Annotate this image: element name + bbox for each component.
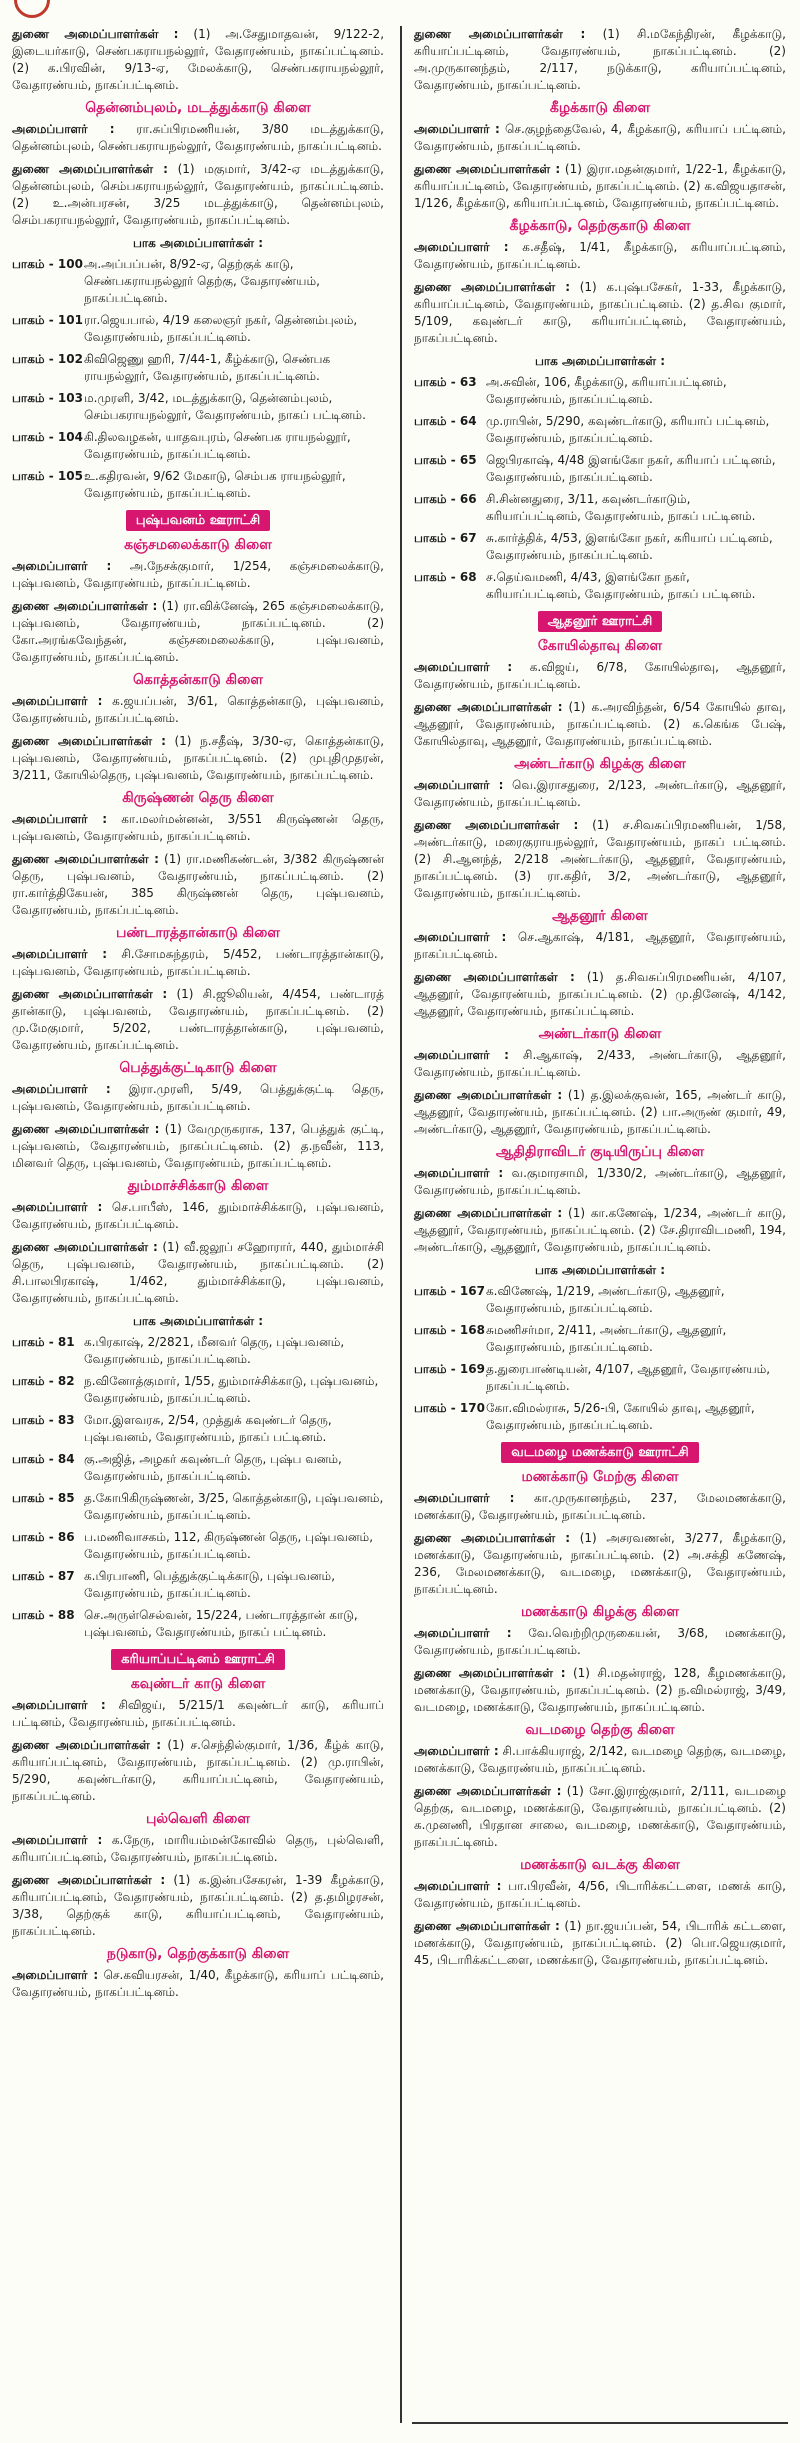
organizer-details: சி.சோமசுந்தரம், 5/452, பண்டாரத்தான்காடு, புஷ்பவனம், வேதாரண்யம், நாகப்பட்டினம். bbox=[12, 947, 384, 978]
organizer-entry bbox=[414, 161, 786, 212]
organizer-entry bbox=[12, 693, 384, 727]
organizer-role-label: துணை அமைப்பாளர்கள் : bbox=[414, 1206, 563, 1220]
branch-heading: அண்டர்காடு கிழக்கு கிளை bbox=[514, 756, 686, 772]
organizer-entry bbox=[12, 733, 384, 784]
left-column bbox=[12, 26, 384, 2007]
booth-organizer: ந.வினோத்குமார், 1/55, தும்மாச்சிக்காடு, புஷ்பவனம், வேதாரண்யம், நாகப்பட்டினம். bbox=[84, 1374, 379, 1405]
organizer-entry bbox=[414, 1047, 786, 1081]
panchayat-heading-label: கரியாப்பட்டினம் ஊராட்சி bbox=[111, 1649, 285, 1670]
booth-entry bbox=[12, 1607, 384, 1641]
organizer-role-label: துணை அமைப்பாளர்கள் : bbox=[12, 599, 158, 613]
booth-organizer: சி.சின்னதுரை, 3/11, கவுண்டர்காடும், கரியாப்பட்டினம், வேதாரண்யம், நாகப் பட்டினம். bbox=[486, 492, 756, 523]
booth-number: பாகம் - 104 bbox=[12, 430, 83, 444]
booth-entry bbox=[12, 390, 384, 424]
organizer-role-label: அமைப்பாளர் : bbox=[414, 1048, 509, 1062]
booth-number: பாகம் - 167 bbox=[414, 1284, 485, 1298]
organizer-role-label: துணை அமைப்பாளர்கள் : bbox=[12, 27, 179, 41]
organizer-role-label: அமைப்பாளர் : bbox=[12, 122, 115, 136]
organizer-role-label: துணை அமைப்பாளர்கள் : bbox=[414, 1919, 560, 1933]
branch-heading: கவுண்டர் காடு கிளை bbox=[130, 1676, 266, 1692]
booth-entry bbox=[414, 491, 786, 525]
booth-entry bbox=[12, 1412, 384, 1446]
booth-entry bbox=[12, 468, 384, 502]
organizer-role-label: துணை அமைப்பாளர்கள் : bbox=[414, 700, 563, 714]
booth-number: பாகம் - 168 bbox=[414, 1323, 485, 1337]
booth-organizer: ம.முரளி, 3/42, மடத்துக்காடு, தென்னம்புலம், செம்பகராயநல்லூர், வேதாரண்யம், நாகப் பட்டினம். bbox=[84, 391, 366, 422]
booth-number: பாகம் - 88 bbox=[12, 1608, 75, 1622]
organizer-role-label: துணை அமைப்பாளர்கள் : bbox=[414, 1531, 571, 1545]
organizer-role-label: அமைப்பாளர் : bbox=[12, 559, 112, 573]
top-circle-mark bbox=[14, 0, 50, 18]
organizer-role-label: அமைப்பாளர் : bbox=[414, 930, 507, 944]
organizer-entry bbox=[414, 1490, 786, 1524]
booth-organizer: சுமணிசர்மா, 2/411, அண்டர்காடு, ஆதனூர், வேதாரண்யம், நாகப்பட்டினம். bbox=[486, 1323, 727, 1354]
booth-entry bbox=[414, 452, 786, 486]
booth-number: பாகம் - 103 bbox=[12, 391, 83, 405]
panchayat-heading-label: ஆதனூர் ஊராட்சி bbox=[538, 611, 663, 632]
booth-number: பாகம் - 63 bbox=[414, 375, 477, 389]
panchayat-heading-label: புஷ்பவனம் ஊராட்சி bbox=[126, 510, 270, 531]
organizer-role-label: அமைப்பாளர் : bbox=[414, 778, 504, 792]
organizer-entry bbox=[12, 1832, 384, 1866]
organizer-entry bbox=[12, 811, 384, 845]
branch-heading: நடுகாடு, தெற்குக்காடு கிளை bbox=[106, 1946, 290, 1962]
panchayat-heading bbox=[12, 1649, 384, 1670]
organizer-role-label: துணை அமைப்பாளர்கள் : bbox=[414, 970, 575, 984]
booth-entry bbox=[12, 1373, 384, 1407]
organizer-role-label: துணை அமைப்பாளர்கள் : bbox=[414, 1784, 562, 1798]
organizer-details: (1) இரா.மதன்குமார், 1/22-1, கீழக்காடு, கரியாப்பட்டினம், வேதாரண்யம், நாகப்பட்டினம். (2) க.விஜயதாசன், 1/126, கீழக்காடு, கரியாப்பட்டினம், வேதாரண்யம், நாகப்பட்டினம். bbox=[414, 162, 786, 210]
organizer-role-label: அமைப்பாளர் : bbox=[414, 1744, 499, 1758]
organizer-details: சி.பாக்கியராஜ், 2/142, வடமழை தெற்கு, வடமழை, மணக்காடு, வேதாரண்யம், நாகப்பட்டினம். bbox=[414, 1744, 786, 1775]
organizer-entry bbox=[12, 598, 384, 666]
organizer-details: (1) ரா.விக்னேஷ், 265 கஞ்சமலைக்காடு, புஷ்பவனம், வேதாரண்யம், நாகப்பட்டினம். (2) கோ.அரங்கவேந்தன், கஞ்சமைலைக்காடு, புஷ்பவனம், வேதாரண்யம், நாகப்பட்டினம். bbox=[12, 599, 384, 664]
right-column bbox=[414, 26, 786, 1975]
organizer-role-label: துணை அமைப்பாளர்கள் : bbox=[12, 734, 166, 748]
organizer-entry bbox=[12, 851, 384, 919]
booth-entry bbox=[414, 374, 786, 408]
booth-organizer: உ.கதிரவன், 9/62 மேகாடு, செம்பக ராயநல்லூர், வேதாரண்யம், நாகப்பட்டினம். bbox=[84, 469, 346, 500]
organizer-role-label: துணை அமைப்பாளர்கள் : bbox=[12, 987, 168, 1001]
organizer-role-label: துணை அமைப்பாளர்கள் : bbox=[12, 162, 168, 176]
organizer-details: அ.நேசக்குமார், 1/254, கஞ்சமலைக்காடு, புஷ்பவனம், வேதாரண்யம், நாகப்பட்டினம். bbox=[12, 559, 384, 590]
organizer-details: (1) சோ.இராஜ்குமார், 2/111, வடமழை தெற்கு, வடமழை, மணக்காடு, வேதாரண்யம், நாகப்பட்டினம். (2) க.முனணி, பிரதான சாலை, வடமழை, மணக்காடு, வேதாரண்யம், நாகப்பட்டினம். bbox=[414, 1784, 786, 1849]
organizer-entry bbox=[414, 1743, 786, 1777]
organizer-details: (1) க.இன்பசேகரன், 1-39 கீழக்காடு, கரியாப்பட்டினம், வேதாரண்யம், நாகப்பட்டினம். (2) த.தமிழரசன், 3/38, தெற்குக் காடு, கரியாப்பட்டினம், வேதாரண்யம், நாகப்பட்டினம். bbox=[12, 1873, 385, 1938]
organizer-entry bbox=[414, 1625, 786, 1659]
organizer-entry bbox=[414, 26, 786, 94]
booth-number: பாகம் - 64 bbox=[414, 414, 477, 428]
organizer-entry bbox=[414, 929, 786, 963]
organizer-entry bbox=[414, 1087, 786, 1138]
organizer-role-label: துணை அமைப்பாளர்கள் : bbox=[12, 1873, 166, 1887]
booth-organizer: ஜெபிரகாஷ், 4/48 இளங்கோ நகர், கரியாப் பட்டினம், வேதாரண்யம், நாகப்பட்டினம். bbox=[486, 453, 776, 484]
organizer-entry bbox=[414, 239, 786, 273]
booth-section-heading: பாக அமைப்பாளர்கள் : bbox=[132, 236, 264, 250]
organizer-entry bbox=[12, 946, 384, 980]
organizer-details: (1) நா.ஜயப்பன், 54, பிடாரிக் கட்டளை, மணக்காடு, வேதாரண்யம், நாகப்பட்டினம். (2) பொ.ஜெயகுமார், 45, பிடாரிக்கட்டளை, மணக்காடு, வேதாரண்யம், நாகப்பட்டினம். bbox=[414, 1919, 787, 1967]
organizer-details: (1) சி.மதன்ராஜ், 128, கீழமணக்காடு, மணக்காடு, வேதாரண்யம், நாகப்பட்டினம். (2) ந.விமல்ராஜ், 3/49, வடமழை, மணக்காடு, வேதாரண்யம், நாகப்பட்டினம். bbox=[414, 1666, 786, 1714]
booth-organizer: ப.மணிவாசகம், 112, கிருஷ்ணன் தெரு, புஷ்பவனம், வேதாரண்யம், நாகப்பட்டினம். bbox=[84, 1530, 374, 1561]
booth-organizer: ச.தெய்வமணி, 4/43, இளங்கோ நகர், கரியாப்பட்டினம், வேதாரண்யம், நாகப் பட்டினம். bbox=[486, 570, 756, 601]
organizer-details: வெ.இராசதுரை, 2/123, அண்டர்காடு, ஆதனூர், வேதாரண்யம், நாகப்பட்டினம். bbox=[414, 778, 786, 809]
organizer-entry bbox=[12, 1199, 384, 1233]
booth-number: பாகம் - 101 bbox=[12, 313, 83, 327]
booth-number: பாகம் - 100 bbox=[12, 257, 83, 271]
column-divider bbox=[400, 26, 402, 2423]
branch-heading: பெத்துக்குட்டிகாடு கிளை bbox=[119, 1060, 277, 1076]
organizer-details: கா.முருகானந்தம், 237, மேலமணக்காடு, மணக்காடு, வேதாரண்யம், நாகப்பட்டினம். bbox=[414, 1491, 786, 1522]
organizer-details: செ.குழந்தைவேல், 4, கீழக்காடு, கரியாப் பட்டினம், வேதாரண்யம், நாகப்பட்டினம். bbox=[414, 122, 786, 153]
organizer-entry bbox=[12, 558, 384, 592]
booth-number: பாகம் - 81 bbox=[12, 1335, 75, 1349]
organizer-details: (1) மகுமார், 3/42-ஏ மடத்துக்காடு, தென்னம்புலம், செம்பகராயநல்லூர், வேதாரண்யம், நாகப்பட்டினம். (2) உ.அன்பரசன், 3/25 மடத்துக்காடு, தென்னம்புலம், செம்பகராயநல்லூர், வேதாரண்யம், நாகப்பட்டினம். bbox=[12, 162, 384, 227]
booth-entry bbox=[12, 312, 384, 346]
organizer-entry bbox=[414, 279, 786, 347]
organizer-role-label: துணை அமைப்பாளர்கள் : bbox=[12, 852, 159, 866]
booth-number: பாகம் - 68 bbox=[414, 570, 477, 584]
booth-organizer: க.பிரகாஷ், 2/2821, மீனவர் தெரு, புஷ்பவனம், வேதாரண்யம், நாகப்பட்டினம். bbox=[84, 1335, 345, 1366]
branch-heading: ஆதிதிராவிடர் குடியிருப்பு கிளை bbox=[495, 1144, 705, 1160]
organizer-role-label: அமைப்பாளர் : bbox=[12, 947, 108, 961]
organizer-details: (1) க.புஷ்பசேகர், 1-33, கீழக்காடு, கரியாப்பட்டினம், வேதாரண்யம், நாகப்பட்டினம். (2) த.சிவ குமார், 5/109, கவுண்டர் காடு, கரியாப்பட்டினம், வேதாரண்யம், நாகப்பட்டினம். bbox=[414, 280, 786, 345]
organizer-entry bbox=[414, 969, 786, 1020]
branch-heading: மணக்காடு மேற்கு கிளை bbox=[521, 1469, 679, 1485]
booth-organizer: க.விணேஷ், 1/219, அண்டர்காடு, ஆதனூர், வேதாரண்யம், நாகப்பட்டினம். bbox=[486, 1284, 725, 1315]
organizer-role-label: அமைப்பாளர் : bbox=[12, 1833, 103, 1847]
organizer-details: (1) ச.செந்தில்குமார், 1/36, கீழ்க் காடு, கரியாப்பட்டினம், வேதாரண்யம், நாகப்பட்டினம். (2) மு.ராபின், 5/290, கவுண்டர்காடு, கரியாப்பட்டினம், வேதாரண்யம், நாகப்பட்டினம். bbox=[12, 1738, 384, 1803]
booth-entry bbox=[12, 1529, 384, 1563]
organizer-entry bbox=[414, 817, 786, 902]
branch-heading: மணக்காடு கிழக்கு கிளை bbox=[521, 1604, 679, 1620]
organizer-details: சி.ஆகாஷ், 2/433, அண்டர்காடு, ஆதனூர், வேதாரண்யம், நாகப்பட்டினம். bbox=[414, 1048, 786, 1079]
booth-organizer: சு.கார்த்திக், 4/53, இளங்கோ நகர், கரியாப் பட்டினம், வேதாரண்யம், நாகப்பட்டினம். bbox=[486, 531, 773, 562]
organizer-entry bbox=[12, 1697, 384, 1731]
branch-heading: கஞ்சமலைக்காடு கிளை bbox=[124, 537, 272, 553]
organizer-entry bbox=[414, 1165, 786, 1199]
organizer-details: ரா.சுப்பிரமணியன், 3/80 மடத்துக்காடு, தென்னம்புலம், செண்பகராயநல்லூர், வேதாரண்யம், நாகப்பட்டினம். bbox=[12, 122, 384, 153]
branch-heading: ஆதனூர் கிளை bbox=[552, 908, 648, 924]
booth-organizer: மோ.இளவரசு, 2/54, முத்துக் கவுண்டர் தெரு, புஷ்பவனம், வேதாரண்யம், நாகப் பட்டினம். bbox=[84, 1413, 332, 1444]
booth-entry bbox=[12, 429, 384, 463]
organizer-details: க.ஜயப்பன், 3/61, கொத்தன்காடு, புஷ்பவனம், வேதாரண்யம், நாகப்பட்டினம். bbox=[12, 694, 384, 725]
organizer-role-label: துணை அமைப்பாளர்கள் : bbox=[414, 1088, 563, 1102]
organizer-role-label: அமைப்பாளர் : bbox=[12, 1082, 111, 1096]
organizer-entry bbox=[414, 1783, 786, 1851]
organizer-role-label: அமைப்பாளர் : bbox=[12, 1698, 106, 1712]
organizer-role-label: அமைப்பாளர் : bbox=[414, 122, 500, 136]
booth-number: பாகம் - 86 bbox=[12, 1530, 75, 1544]
branch-heading: அண்டர்காடு கிளை bbox=[538, 1026, 662, 1042]
organizer-details: (1) கா.கணேஷ், 1/234, அண்டர் காடு, ஆதனூர், வேதாரண்யம், நாகப்பட்டினம். (2) சே.திராவிடமணி, 194, அண்டர்காடு, ஆதனூர், வேதாரண்யம், நாகப்பட்டினம். bbox=[414, 1206, 786, 1254]
organizer-details: (1) சி.ஜூலியன், 4/454, பண்டாரத் தான்காடு, புஷ்பவனம், வேதாரண்யம், நாகப்பட்டினம். (2) மு.மேகுமார், 5/202, பண்டாரத்தான்காடு, புஷ்பவனம், வேதாரண்யம், நாகப்பட்டினம். bbox=[12, 987, 384, 1052]
organizer-role-label: அமைப்பாளர் : bbox=[414, 660, 513, 674]
booth-organizer: ரா.ஜெயபால், 4/19 கலைஞர் நகர், தென்னம்புலம், வேதாரண்யம், நாகப்பட்டினம். bbox=[84, 313, 358, 344]
organizer-role-label: துணை அமைப்பாளர்கள் : bbox=[414, 162, 561, 176]
branch-heading: தும்மாச்சிக்காடு கிளை bbox=[127, 1178, 269, 1194]
organizer-role-label: துணை அமைப்பாளர்கள் : bbox=[414, 1666, 566, 1680]
organizer-details: செ.பாபீஸ், 146, தும்மாச்சிக்காடு, புஷ்பவனம், வேதாரண்யம், நாகப்பட்டினம். bbox=[12, 1200, 384, 1231]
organizer-entry bbox=[414, 1665, 786, 1716]
organizer-entry bbox=[414, 1530, 786, 1598]
booth-organizer: த.கோபிகிருஷ்ணன், 3/25, கொத்தன்காடு, புஷ்பவனம், வேதாரண்யம், நாகப்பட்டினம். bbox=[84, 1491, 384, 1522]
organizer-details: க.நேரு, மாரியம்மன்கோவில் தெரு, புல்வெளி, கரியாப்பட்டினம், வேதாரண்யம், நாகப்பட்டினம். bbox=[12, 1833, 384, 1864]
organizer-entry bbox=[12, 1737, 384, 1805]
organizer-details: (1) ரா.மணிகண்டன், 3/382 கிருஷ்ணன் தெரு, புஷ்பவனம், வேதாரண்யம், நாகப்பட்டினம். (2) ரா.கார்த்திகேயன், 385 கிருஷ்ணன் தெரு, புஷ்பவனம், வேதாரண்யம், நாகப்பட்டினம். bbox=[12, 852, 384, 917]
organizer-role-label: துணை அமைப்பாளர்கள் : bbox=[414, 280, 571, 294]
organizer-details: (1) ச.சிவசுப்பிரமணியன், 1/58, அண்டர்காடு, மரைகுராயநல்லூர், வேதாரண்யம், நாகப் பட்டினம். (2) சி.ஆனந்த், 2/218 அண்டர்காடு, ஆதனூர், வேதாரண்யம், நாகப்பட்டினம். (3) ரா.கதிர், 3/2, அண்டர்காடு, ஆதனூர், வேதாரண்யம், நாகப்பட்டினம். bbox=[414, 818, 786, 900]
booth-number: பாகம் - 83 bbox=[12, 1413, 75, 1427]
organizer-role-label: துணை அமைப்பாளர்கள் : bbox=[12, 1738, 162, 1752]
organizer-role-label: அமைப்பாளர் : bbox=[12, 1968, 99, 1982]
booth-organizer: த.துரைபாண்டியன், 4/107, ஆதனூர், வேதாரண்யம், நாகப்பட்டினம். bbox=[486, 1362, 771, 1393]
organizer-role-label: துணை அமைப்பாளர்கள் : bbox=[12, 1122, 160, 1136]
organizer-details: செ.ஆகாஷ், 4/181, ஆதனூர், வேதாரண்யம், நாகப்பட்டினம். bbox=[414, 930, 786, 961]
booth-organizer: கோ.விமல்ராசு, 5/26-பி, கோயில் தாவு, ஆதனூர், வேதாரண்யம், நாகப்பட்டினம். bbox=[486, 1401, 755, 1432]
booth-entry bbox=[12, 1334, 384, 1368]
organizer-role-label: துணை அமைப்பாளர்கள் : bbox=[414, 818, 579, 832]
branch-heading: கோயில்தாவு கிளை bbox=[537, 638, 663, 654]
organizer-entry bbox=[12, 1081, 384, 1115]
booth-entry bbox=[12, 1490, 384, 1524]
booth-number: பாகம் - 84 bbox=[12, 1452, 75, 1466]
branch-heading: கீழக்காடு, தெற்குகாடு கிளை bbox=[509, 218, 691, 234]
organizer-role-label: அமைப்பாளர் : bbox=[414, 1626, 512, 1640]
organizer-details: சிவிஜய், 5/215/1 கவுண்டர் காடு, கரியாப் பட்டினம், வேதாரண்யம், நாகப்பட்டினம். bbox=[12, 1698, 384, 1729]
organizer-details: (1) வீ.ஜலூப் சஹோரார், 440, தும்மாச்சி தெரு, புஷ்பவனம், வேதாரண்யம், நாகப்பட்டினம். (2) சி.பாலபிரகாஷ், 1/462, தும்மாச்சிக்காடு, புஷ்பவனம், வேதாரண்யம், நாகப்பட்டினம். bbox=[12, 1240, 384, 1305]
organizer-role-label: அமைப்பாளர் : bbox=[414, 1879, 502, 1893]
organizer-role-label: துணை அமைப்பாளர்கள் : bbox=[414, 27, 586, 41]
booth-entry bbox=[414, 1322, 786, 1356]
organizer-entry bbox=[414, 1878, 786, 1912]
booth-section-heading: பாக அமைப்பாளர்கள் : bbox=[534, 1263, 666, 1277]
booth-entry bbox=[414, 1400, 786, 1434]
booth-entry bbox=[414, 1361, 786, 1395]
booth-number: பாகம் - 82 bbox=[12, 1374, 75, 1388]
organizer-details: வ.குமாரசாமி, 1/330/2, அண்டர்காடு, ஆதனூர், வேதாரண்யம், நாகப்பட்டினம். bbox=[414, 1166, 786, 1197]
organizer-entry bbox=[414, 1918, 786, 1969]
organizer-details: (1) அசரவணன், 3/277, கீழக்காடு, மணக்காடு, வேதாரண்யம், நாகப்பட்டினம். (2) அ.சக்தி கணேஷ், 236, மேலமணக்காடு, வடமழை, மணக்காடு, வேதாரண்யம், நாகப்பட்டினம். bbox=[414, 1531, 787, 1596]
organizer-role-label: அமைப்பாளர் : bbox=[12, 812, 107, 826]
organizer-entry bbox=[12, 1872, 384, 1940]
panchayat-heading-label: வடமழை மணக்காடு ஊராட்சி bbox=[501, 1442, 699, 1463]
booth-entry bbox=[414, 569, 786, 603]
booth-section-heading: பாக அமைப்பாளர்கள் : bbox=[534, 354, 666, 368]
panchayat-heading bbox=[414, 611, 786, 632]
branch-heading: கொத்தன்காடு கிளை bbox=[133, 672, 263, 688]
organizer-details: (1) சி.மகேந்திரன், கீழக்காடு, கரியாப்பட்டினம், வேதாரண்யம், நாகப்பட்டினம். (2) அ.முருகானந்தம், 2/117, நடுக்காடு, கரியாப்பட்டினம், வேதாரண்யம், நாகப்பட்டினம். bbox=[414, 27, 787, 92]
booth-entry bbox=[414, 413, 786, 447]
bottom-rule bbox=[412, 2422, 788, 2424]
booth-number: பாகம் - 102 bbox=[12, 352, 83, 366]
booth-section-heading: பாக அமைப்பாளர்கள் : bbox=[132, 1314, 264, 1328]
panchayat-heading bbox=[12, 510, 384, 531]
organizer-entry bbox=[12, 121, 384, 155]
organizer-role-label: துணை அமைப்பாளர்கள் : bbox=[12, 1240, 158, 1254]
booth-number: பாகம் - 105 bbox=[12, 469, 83, 483]
organizer-role-label: அமைப்பாளர் : bbox=[414, 1491, 515, 1505]
organizer-details: செ.கவியரசன், 1/40, கீழக்காடு, கரியாப் பட்டினம், வேதாரண்யம், நாகப்பட்டினம். bbox=[12, 1968, 384, 1999]
booth-entry bbox=[414, 530, 786, 564]
organizer-entry bbox=[414, 699, 786, 750]
organizer-details: இரா.முரளி, 5/49, பெத்துக்குட்டி தெரு, புஷ்பவனம், வேதாரண்யம், நாகப்பட்டினம். bbox=[12, 1082, 384, 1113]
organizer-details: பா.பிரவீன், 4/56, பிடாரிக்கட்டளை, மணக் காடு, வேதாரண்யம், நாகப்பட்டினம். bbox=[414, 1879, 786, 1910]
booth-number: பாகம் - 87 bbox=[12, 1569, 75, 1583]
panchayat-heading bbox=[414, 1442, 786, 1463]
organizer-role-label: அமைப்பாளர் : bbox=[414, 1166, 504, 1180]
branch-heading: பண்டாரத்தான்காடு கிளை bbox=[115, 925, 281, 941]
organizer-details: வே.வெற்றிமுருகையன், 3/68, மணக்காடு, வேதாரண்யம், நாகப்பட்டினம். bbox=[414, 1626, 786, 1657]
organizer-details: க.விஜய், 6/78, கோயில்தாவு, ஆதனூர், வேதாரண்யம், நாகப்பட்டினம். bbox=[414, 660, 786, 691]
organizer-details: கா.மலர்மன்னன், 3/551 கிருஷ்ணன் தெரு, புஷ்பவனம், வேதாரண்யம், நாகப்பட்டினம். bbox=[12, 812, 384, 843]
booth-entry bbox=[12, 351, 384, 385]
booth-number: பாகம் - 66 bbox=[414, 492, 477, 506]
organizer-entry bbox=[414, 659, 786, 693]
organizer-details: க.சதீஷ், 1/41, கீழக்காடு, கரியாப்பட்டினம், வேதாரண்யம், நாகப்பட்டினம். bbox=[414, 240, 786, 271]
organizer-details: (1) வேமுருகராசு, 137, பெத்துக் குட்டி, புஷ்பவனம், வேதாரண்யம், நாகப்பட்டினம். (2) த.நவீன், 113, மினவர் தெரு, புஷ்பவனம், வேதாரண்யம், நாகப்பட்டினம். bbox=[12, 1122, 385, 1170]
booth-entry bbox=[12, 1568, 384, 1602]
booth-organizer: கி.திலவழகன், யாதவபுரம், செண்பக ராயநல்லூர், வேதாரண்யம், நாகப்பட்டினம். bbox=[84, 430, 351, 461]
organizer-entry bbox=[12, 161, 384, 229]
organizer-entry bbox=[12, 1121, 384, 1172]
organizer-entry bbox=[414, 1205, 786, 1256]
organizer-entry bbox=[414, 121, 786, 155]
organizer-details: (1) ந.சதீஷ், 3/30-ஏ, கொத்தன்காடு, புஷ்பவனம், வேதாரண்யம், நாகப்பட்டினம். (2) முபுதிமுதரன், 3/211, கோயில்தெரு, புஷ்பவனம், வேதாரண்யம், நாகப்பட்டினம். bbox=[12, 734, 385, 782]
booth-number: பாகம் - 67 bbox=[414, 531, 477, 545]
organizer-entry bbox=[12, 986, 384, 1054]
branch-heading: வடமழை தெற்கு கிளை bbox=[525, 1722, 675, 1738]
booth-number: பாகம் - 65 bbox=[414, 453, 477, 467]
booth-entry bbox=[12, 1451, 384, 1485]
booth-organizer: மு.ராபின், 5/290, கவுண்டர்காடு, கரியாப் பட்டினம், வேதாரண்யம், நாகப்பட்டினம். bbox=[486, 414, 770, 445]
booth-organizer: அ.சுவின், 106, கீழக்காடு, கரியாப்பட்டினம், வேதாரண்யம், நாகப்பட்டினம். bbox=[486, 375, 727, 406]
organizer-details: (1) த.சிவசுப்பிரமணியன், 4/107, ஆதனூர், வேதாரண்யம், நாகப்பட்டினம். (2) மு.தினேஷ், 4/142, ஆதனூர், வேதாரண்யம், நாகப்பட்டினம். bbox=[414, 970, 787, 1018]
organizer-role-label: அமைப்பாளர் : bbox=[414, 240, 509, 254]
branch-heading: கிருஷ்ணன் தெரு கிளை bbox=[122, 790, 274, 806]
organizer-entry bbox=[12, 26, 384, 94]
booth-entry bbox=[414, 1283, 786, 1317]
organizer-role-label: அமைப்பாளர் : bbox=[12, 1200, 103, 1214]
booth-entry bbox=[12, 256, 384, 307]
organizer-details: (1) த.இலக்குவன், 165, அண்டர் காடு, ஆதனூர், வேதாரண்யம், நாகப்பட்டினம். (2) பா.அருண் குமார், 49, அண்டர்காடு, ஆதனூர், வேதாரண்யம், நாகப்பட்டினம். bbox=[414, 1088, 787, 1136]
booth-organizer: கிவிஜெணு ஹரி, 7/44-1, கீழ்க்காடு, செண்பக ராயநல்லூர், வேதாரண்யம், நாகப்பட்டினம். bbox=[84, 352, 331, 383]
booth-number: பாகம் - 169 bbox=[414, 1362, 485, 1376]
branch-heading: தென்னம்புலம், மடத்துக்காடு கிளை bbox=[85, 100, 311, 116]
booth-organizer: க.பிரபாணி, பெத்துக்குட்டிக்காடு, புஷ்பவனம், வேதாரண்யம், நாகப்பட்டினம். bbox=[84, 1569, 336, 1600]
booth-number: பாகம் - 170 bbox=[414, 1401, 485, 1415]
organizer-role-label: அமைப்பாளர் : bbox=[12, 694, 103, 708]
organizer-entry bbox=[414, 777, 786, 811]
booth-organizer: கு.அஜித், அழகர் கவுண்டர் தெரு, புஷ்ப வனம், வேதாரண்யம், நாகப்பட்டினம். bbox=[84, 1452, 342, 1483]
branch-heading: மணக்காடு வடக்கு கிளை bbox=[520, 1857, 680, 1873]
branch-heading: புல்வெளி கிளை bbox=[145, 1811, 251, 1827]
organizer-details: (1) அ.சேதுமாதவன், 9/122-2, இடையர்காடு, செண்பகராயநல்லூர், வேதாரண்யம், நாகப்பட்டினம். (2) க.பிரவின், 9/13-ஏ, மேலக்காடு, செண்பகராயநல்லூர், வேதாரண்யம், நாகப்பட்டினம். bbox=[12, 27, 385, 92]
booth-organizer: அ.அப்பப்பன், 8/92-ஏ, தெற்குக் காடு, செண்பகராயநல்லூர் தெற்கு, வேதாரண்யம், நாகப்பட்டினம். bbox=[84, 257, 320, 305]
organizer-entry bbox=[12, 1239, 384, 1307]
organizer-details: (1) க.அரவிந்தன், 6/54 கோயில் தாவு, ஆதனூர், வேதாரண்யம், நாகப்பட்டினம். (2) க.கெங்க பேஷ், கோயில்தாவு, ஆதனூர், வேதாரண்யம், நாகப்பட்டினம். bbox=[414, 700, 787, 748]
booth-number: பாகம் - 85 bbox=[12, 1491, 75, 1505]
booth-organizer: செ.அருள்செல்வன், 15/224, பண்டாரத்தான் காடு, புஷ்பவனம், வேதாரண்யம், நாகப் பட்டினம். bbox=[84, 1608, 358, 1639]
organizer-entry bbox=[12, 1967, 384, 2001]
branch-heading: கீழக்காடு கிளை bbox=[549, 100, 651, 116]
